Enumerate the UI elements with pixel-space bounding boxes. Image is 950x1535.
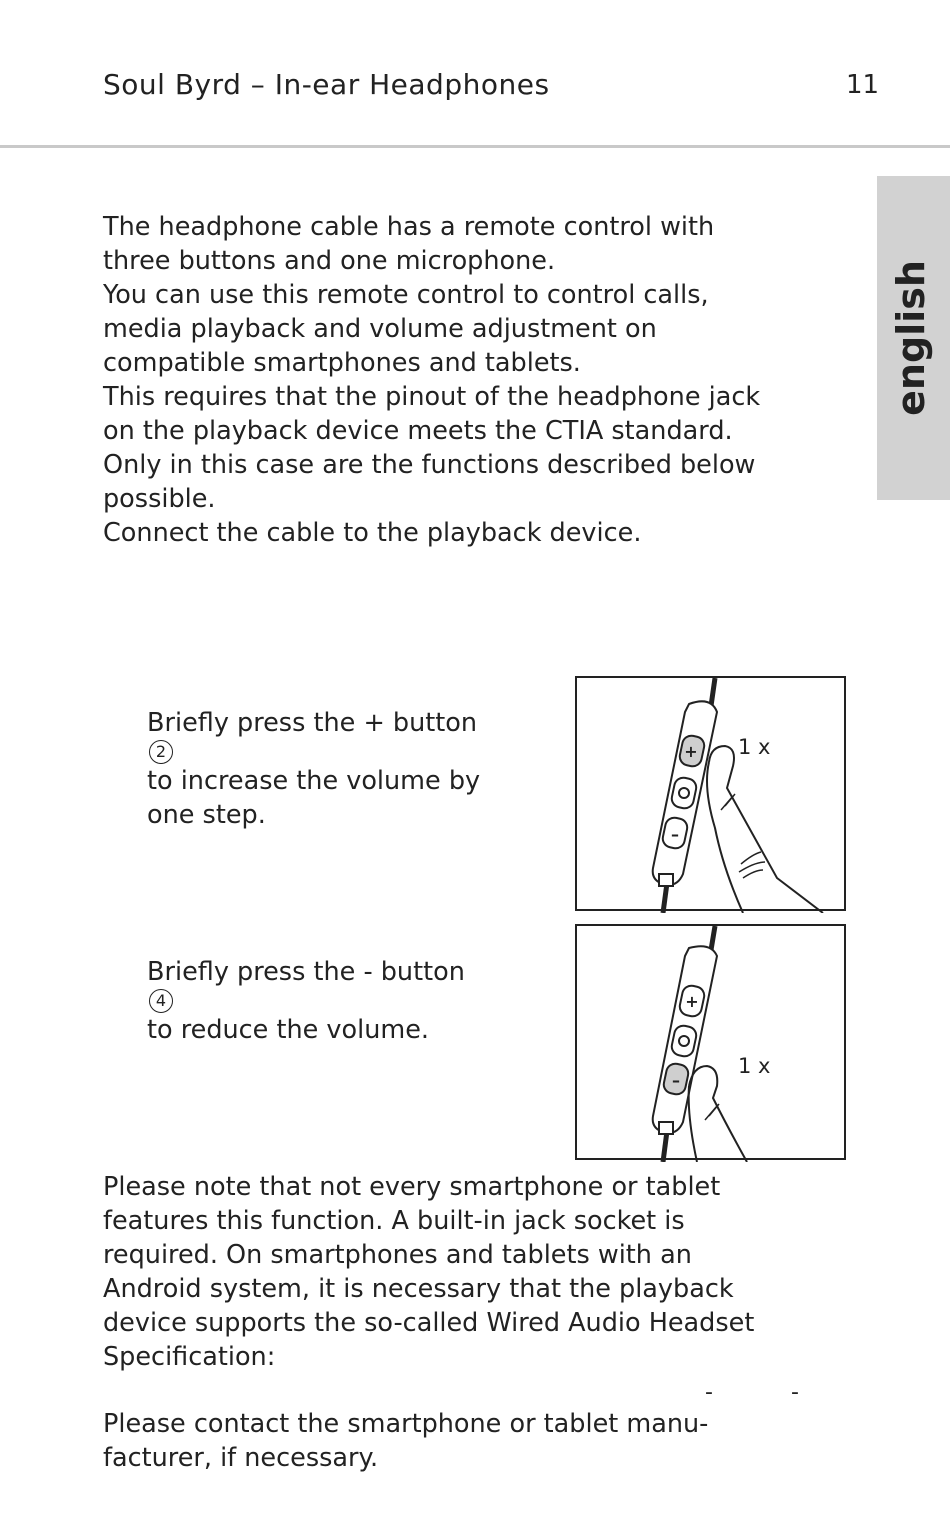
intro-line: on the playback device meets the CTIA standard. (103, 416, 733, 446)
volume-up-instruction (147, 706, 557, 832)
note-line: Please note that not every smartphone or tablet (103, 1172, 721, 1202)
note-line: Specification: (103, 1342, 276, 1372)
volume-down-instruction (147, 955, 557, 1047)
note-line: device supports the so-called Wired Audio Headset (103, 1308, 755, 1338)
contact-line: Please contact the smartphone or tablet manu- (103, 1409, 709, 1439)
intro-line: Connect the cable to the playback device. (103, 518, 642, 548)
note-line: required. On smartphones and tablets with an (103, 1240, 692, 1270)
remote-control-plus-press-drawing (577, 678, 848, 913)
step-line-text: Briefly press the + button (147, 708, 478, 738)
intro-line: media playback and volume adjustment on (103, 314, 657, 344)
intro-line: Only in this case are the functions described below (103, 450, 756, 480)
volume-down-illustration (575, 924, 846, 1160)
page-header-title: Soul Byrd – In-ear Headphones (103, 68, 550, 101)
minus-symbol: – (672, 1071, 680, 1090)
intro-line: possible. (103, 484, 216, 514)
note-line: Android system, it is necessary that the playback (103, 1274, 734, 1304)
press-count-label: 1 x (738, 1054, 771, 1078)
stray-dash: - (791, 1380, 799, 1405)
reference-number-badge: 4 (149, 989, 173, 1013)
step-line (147, 706, 557, 764)
stray-dash: - (705, 1380, 713, 1405)
intro-line: three buttons and one microphone. (103, 246, 556, 276)
header-divider (0, 145, 950, 148)
language-tab-label: english (889, 260, 933, 416)
step-line: to reduce the volume. (147, 1015, 430, 1045)
step-line (147, 955, 557, 1013)
compatibility-note (103, 1170, 843, 1374)
press-count-label: 1 x (738, 735, 771, 759)
contact-line: facturer, if necessary. (103, 1443, 379, 1473)
note-line: features this function. A built-in jack socket is (103, 1206, 685, 1236)
page-number: 11 (846, 70, 880, 100)
contact-manufacturer-paragraph (103, 1407, 843, 1475)
reference-number-badge: 2 (149, 740, 173, 764)
step-line-text: Briefly press the - button (147, 957, 465, 987)
intro-line: compatible smartphones and tablets. (103, 348, 581, 378)
plus-symbol: + (684, 742, 698, 761)
minus-symbol: – (671, 825, 679, 844)
intro-paragraph (103, 210, 843, 550)
step-line: one step. (147, 800, 266, 830)
step-line: to increase the volume by (147, 766, 481, 796)
intro-line: The headphone cable has a remote control with (103, 212, 715, 242)
intro-line: You can use this remote control to control calls, (103, 280, 709, 310)
intro-line: This requires that the pinout of the headphone jack (103, 382, 761, 412)
volume-up-illustration (575, 676, 846, 911)
plus-symbol: + (685, 992, 699, 1011)
remote-control-minus-press-drawing (577, 926, 848, 1162)
